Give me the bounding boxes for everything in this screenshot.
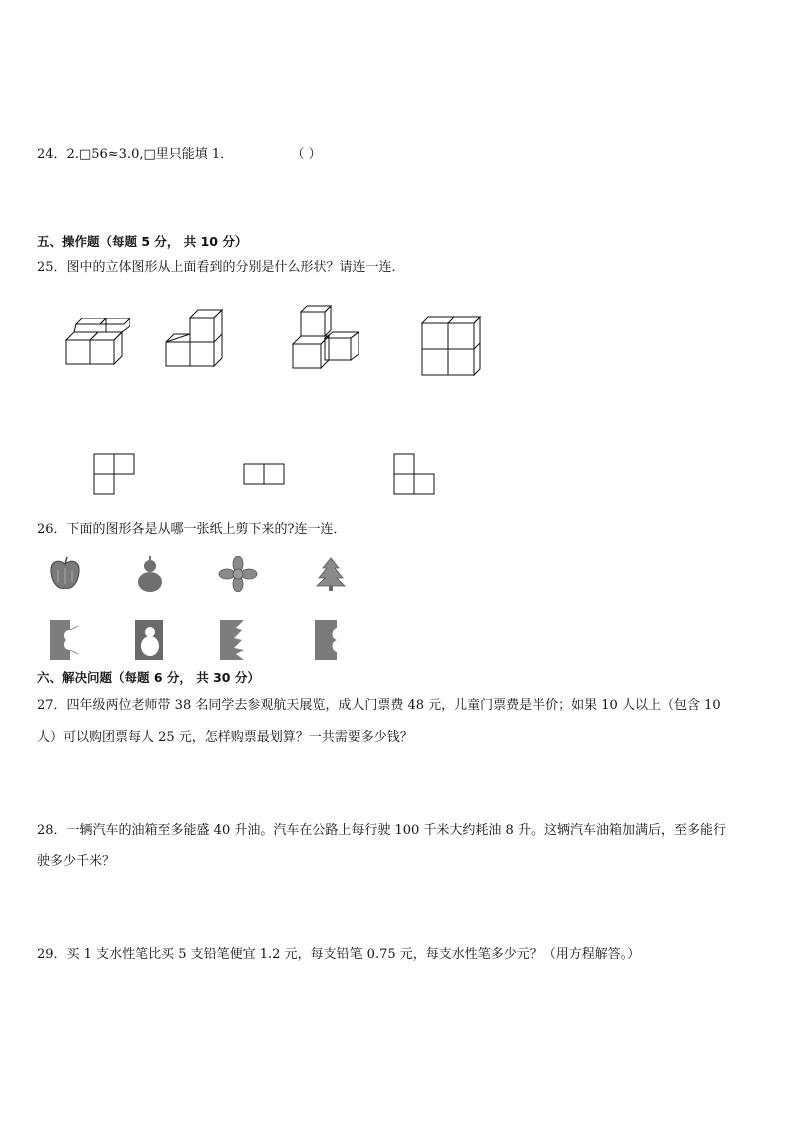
answer-blank[interactable]: （ ） <box>291 147 322 162</box>
question-26-text: 26．下面的图形各是从哪一张纸上剪下来的?连一连． <box>37 522 347 537</box>
question-24 <box>37 146 322 164</box>
gourd-shape-icon <box>133 556 167 594</box>
paper-piece-3 <box>218 618 252 662</box>
paper-piece-4 <box>313 618 347 662</box>
block-figure-1 <box>60 318 130 370</box>
block-figure-2 <box>162 306 228 370</box>
question-28-line-2: 驶多少千米？ <box>37 854 116 869</box>
block-figure-4 <box>418 313 484 377</box>
block-figure-3 <box>289 300 359 372</box>
question-25-text: 25．图中的立体图形从上面看到的分别是什么形状？请连一连． <box>37 260 405 275</box>
paper-piece-1 <box>48 618 82 662</box>
question-27-line-1: 27．四年级两位老师带 38 名同学去参观航天展览，成人门票费 48 元，儿童门票费是半价；如果 10 人以上（包含 10 <box>37 698 721 713</box>
tree-shape-icon <box>313 556 349 592</box>
flower-shape-icon <box>218 556 258 592</box>
paper-piece-2 <box>133 618 167 662</box>
question-28-line-1: 28．一辆汽车的油箱至多能盛 40 升油。汽车在公路上每行驶 100 千米大约耗油 8 升。这辆汽车油箱加满后，至多能行 <box>37 823 726 838</box>
top-view-1 <box>93 453 137 497</box>
top-view-2 <box>243 463 287 487</box>
section-6-title: 六、解决问题（每题 6 分， 共 30 分） <box>37 670 260 685</box>
question-24-text: 24．2.□56≈3.0,□里只能填 1． <box>37 147 234 162</box>
section-5-title: 五、操作题（每题 5 分， 共 10 分） <box>37 234 248 249</box>
top-view-3 <box>393 453 437 497</box>
question-27-line-2: 人）可以购团票每人 25 元，怎样购票最划算？一共需要多少钱？ <box>37 730 413 745</box>
question-29-text: 29．买 1 支水性笔比买 5 支铅笔便宜 1.2 元，每支铅笔 0.75 元，每支水性笔多少元？（用方程解答。） <box>37 947 641 962</box>
apple-shape-icon <box>48 556 82 592</box>
